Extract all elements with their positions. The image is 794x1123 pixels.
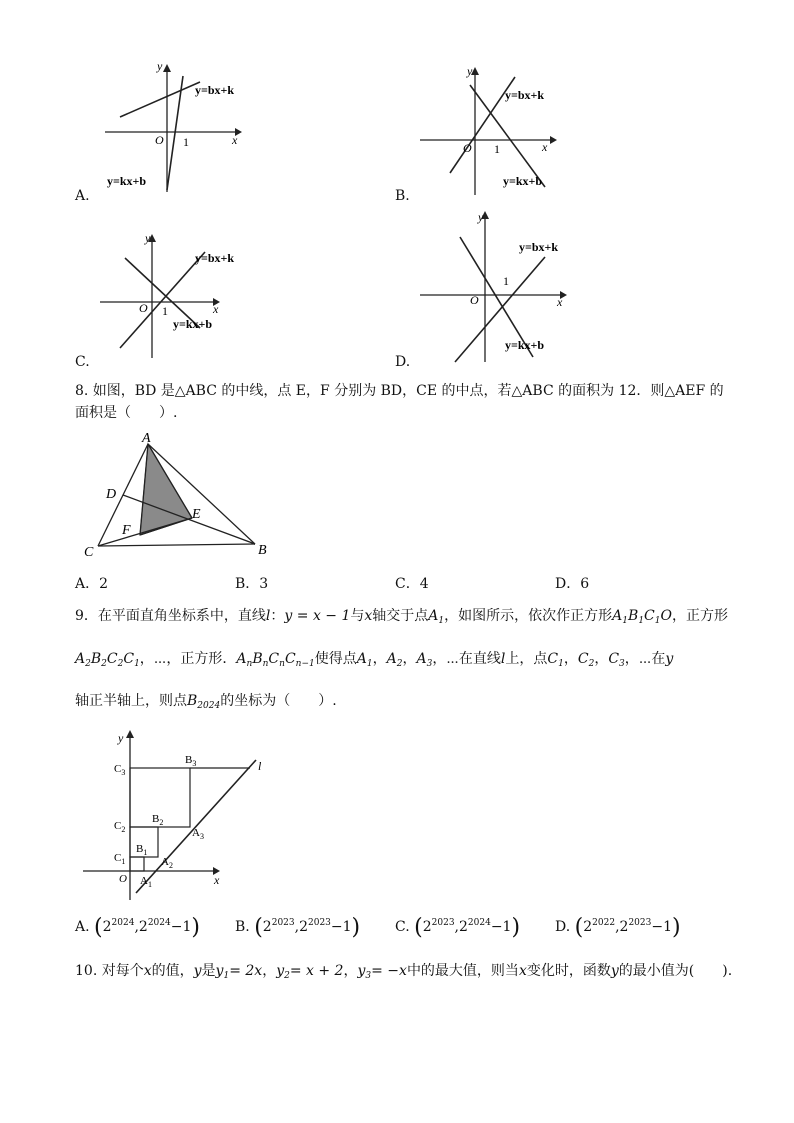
q9-stem-line1: 9．在平面直角坐标系中，直线l：y = x − 1与x轴交于点$A_1$，如图所示，依次作正方形$A_1B_1C_1O$，正方形: [75, 608, 728, 626]
q8-option-c[interactable]: C．4: [395, 576, 429, 592]
svg-text:y: y: [478, 210, 484, 224]
svg-text:x: x: [232, 133, 238, 147]
graph-a: [95, 62, 245, 197]
svg-text:l: l: [258, 759, 262, 773]
svg-text:C1: $C_1$: [114, 852, 126, 866]
graph-d: [415, 207, 575, 367]
q9-option-d[interactable]: D. $(2^{2022},2^{2023}-1)$: [555, 915, 681, 940]
option-letter: B.: [395, 188, 410, 204]
svg-text:O: O: [119, 873, 127, 885]
svg-text:A3: $A_3$: [192, 827, 204, 841]
svg-text:B1: $B_1$: [136, 843, 148, 857]
svg-text:y=bx+k: y=bx+k: [519, 240, 559, 254]
graph-c: [95, 230, 245, 360]
svg-text:1: 1: [162, 304, 168, 318]
svg-text:y=kx+b: y=kx+b: [107, 174, 147, 188]
svg-text:y=bx+k: y=bx+k: [505, 88, 545, 102]
svg-text:A1: $A_1$: [140, 875, 152, 889]
svg-text:y: y: [118, 731, 124, 745]
svg-text:x: x: [542, 140, 548, 154]
svg-text:y=bx+k: y=bx+k: [195, 83, 235, 97]
q9-option-b[interactable]: B. $(2^{2023},2^{2023}-1)$: [235, 915, 361, 940]
q9-squares-figure: [78, 728, 278, 903]
svg-text:O: O: [139, 301, 148, 315]
q8-stem-line1: 8. 如图，BD 是△ABC 的中线，点 E，F 分别为 BD，CE 的中点，若△ABC 的面积为 12．则△AEF 的: [75, 383, 724, 399]
q10-stem: 10. 对每个x的值，y是$y_1= 2x$，$y_2= x + 2$，$y_3= -x$中的最大值，则当x变化时，函数y的最小值为( ).: [75, 963, 733, 981]
svg-text:y: y: [467, 65, 473, 78]
graph-b: [415, 65, 565, 200]
svg-text:y=kx+b: y=kx+b: [173, 317, 213, 331]
svg-text:F: F: [122, 523, 131, 538]
option-letter: D.: [395, 354, 411, 370]
svg-text:y=kx+b: y=kx+b: [505, 338, 545, 352]
svg-text:y: y: [145, 231, 151, 245]
q8-option-d[interactable]: D．6: [555, 576, 590, 592]
svg-text:B3: $B_3$: [185, 754, 197, 768]
svg-text:A2: $A_2$: [161, 856, 173, 870]
svg-text:y=kx+b: y=kx+b: [503, 174, 543, 188]
q9-option-c[interactable]: C. $(2^{2023},2^{2024}-1)$: [395, 915, 521, 940]
q9-stem-line3: 轴正半轴上，则点$B_{2024}$的坐标为（ ）.: [75, 693, 337, 711]
svg-text:x: x: [213, 302, 219, 316]
q8-triangle-figure: [80, 428, 280, 558]
q8-stem-line2: 面积是（ ）.: [75, 405, 178, 421]
q9-option-a[interactable]: A. $(2^{2024},2^{2024}-1)$: [75, 915, 200, 940]
q8-option-b[interactable]: B．3: [235, 576, 269, 592]
svg-text:A: A: [142, 431, 151, 446]
svg-text:C2: $C_2$: [114, 820, 126, 834]
svg-text:B2: $B_2$: [152, 813, 164, 827]
q9-stem-line2: $A_2B_2C_2C_1$，⋯，正方形．$A_nB_nC_nC_{n-1}$使得点$A_1$，$A_2$，$A_3$，⋯在直线l上，点$C_1$，$C_2$，$C_3$，⋯在y: [75, 651, 674, 669]
svg-text:E: E: [192, 507, 201, 522]
svg-text:B: B: [258, 543, 267, 558]
option-letter: A.: [75, 188, 90, 204]
svg-text:C: C: [84, 545, 94, 558]
svg-text:O: O: [470, 293, 479, 307]
svg-text:1: 1: [183, 135, 189, 149]
svg-text:O: O: [155, 133, 164, 147]
option-letter: C.: [75, 354, 90, 370]
svg-text:1: 1: [503, 274, 509, 288]
svg-text:y=bx+k: y=bx+k: [195, 251, 235, 265]
svg-text:D: D: [106, 487, 117, 502]
svg-text:x: x: [557, 295, 563, 309]
svg-text:y: y: [157, 62, 163, 73]
svg-text:C3: $C_3$: [114, 763, 126, 777]
q8-option-a[interactable]: A．2: [75, 576, 109, 592]
svg-text:O: O: [463, 141, 472, 155]
svg-text:1: 1: [494, 142, 500, 156]
svg-text:x: x: [214, 873, 220, 887]
